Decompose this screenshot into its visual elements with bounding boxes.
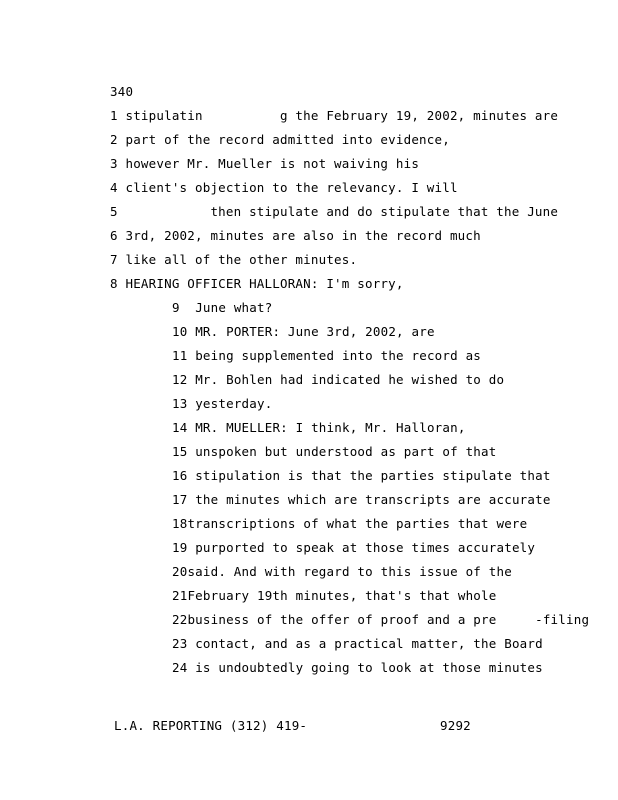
line-text: HEARING OFFICER HALLORAN: I'm sorry, — [125, 276, 404, 291]
line-text: MR. PORTER: June 3rd, 2002, are — [195, 324, 435, 339]
line-6 — [110, 229, 481, 243]
line-text: MR. MUELLER: I think, Mr. Halloran, — [195, 420, 466, 435]
line-text: stipulatin g the February 19, 2002, minutes are — [125, 108, 559, 123]
line-text: transcriptions of what the parties that were — [187, 516, 528, 531]
line-text: then stipulate and do stipulate that the June — [125, 204, 559, 219]
line-number: 6 — [110, 228, 118, 243]
footer-phone-suffix: 9292 — [440, 718, 471, 733]
line-number: 4 — [110, 180, 118, 195]
line-number: 22 — [172, 612, 188, 627]
line-1 — [110, 109, 558, 123]
line-13 — [172, 397, 272, 411]
line-14 — [172, 421, 466, 435]
line-number: 9 — [172, 300, 180, 315]
line-text: being supplemented into the record as — [195, 348, 482, 363]
line-number: 20 — [172, 564, 188, 579]
line-number: 17 — [172, 492, 188, 507]
line-3 — [110, 157, 419, 171]
line-20 — [172, 565, 512, 579]
line-text: yesterday. — [195, 396, 273, 411]
line-text: June what? — [195, 300, 273, 315]
line-text: 3rd, 2002, minutes are also in the record much — [125, 228, 481, 243]
line-text: like all of the other minutes. — [125, 252, 358, 267]
line-text: contact, and as a practical matter, the Board — [195, 636, 543, 651]
line-17 — [172, 493, 551, 507]
line-text: said. And with regard to this issue of the — [187, 564, 512, 579]
line-number: 21 — [172, 588, 188, 603]
line-number: 14 — [172, 420, 188, 435]
line-8 — [110, 277, 404, 291]
line-number: 8 — [110, 276, 118, 291]
line-text: business of the offer of proof and a pre -filing — [187, 612, 590, 627]
line-7 — [110, 253, 357, 267]
line-number: 18 — [172, 516, 188, 531]
line-21 — [172, 589, 496, 603]
footer-reporter: L.A. REPORTING (312) 419- — [114, 718, 308, 733]
line-number: 2 — [110, 132, 118, 147]
line-text: however Mr. Mueller is not waiving his — [125, 156, 420, 171]
line-number: 19 — [172, 540, 188, 555]
line-11 — [172, 349, 481, 363]
line-text: purported to speak at those times accurately — [195, 540, 536, 555]
page-number: 340 — [110, 84, 134, 99]
line-number: 15 — [172, 444, 188, 459]
line-12 — [172, 373, 504, 387]
line-18 — [172, 517, 527, 531]
line-text: is undoubtedly going to look at those minutes — [195, 660, 543, 675]
line-text: the minutes which are transcripts are accurate — [195, 492, 551, 507]
line-15 — [172, 445, 497, 459]
line-text: February 19th minutes, that's that whole — [187, 588, 497, 603]
line-9 — [172, 301, 272, 315]
line-24 — [172, 661, 543, 675]
line-number: 1 — [110, 108, 118, 123]
line-23 — [172, 637, 543, 651]
line-text: part of the record admitted into evidence, — [125, 132, 450, 147]
line-number: 7 — [110, 252, 118, 267]
line-5 — [110, 205, 558, 219]
line-text: client's objection to the relevancy. I will — [125, 180, 458, 195]
line-16 — [172, 469, 551, 483]
line-number: 10 — [172, 324, 188, 339]
line-number: 5 — [110, 204, 118, 219]
line-number: 13 — [172, 396, 188, 411]
line-number: 11 — [172, 348, 188, 363]
line-number: 3 — [110, 156, 118, 171]
line-number: 24 — [172, 660, 188, 675]
line-number: 16 — [172, 468, 188, 483]
line-19 — [172, 541, 535, 555]
line-22 — [172, 613, 589, 627]
line-4 — [110, 181, 458, 195]
line-text: stipulation is that the parties stipulate that — [195, 468, 551, 483]
line-10 — [172, 325, 435, 339]
line-text: Mr. Bohlen had indicated he wished to do — [195, 372, 505, 387]
line-number: 12 — [172, 372, 188, 387]
line-number: 23 — [172, 636, 188, 651]
line-text: unspoken but understood as part of that — [195, 444, 497, 459]
line-2 — [110, 133, 450, 147]
